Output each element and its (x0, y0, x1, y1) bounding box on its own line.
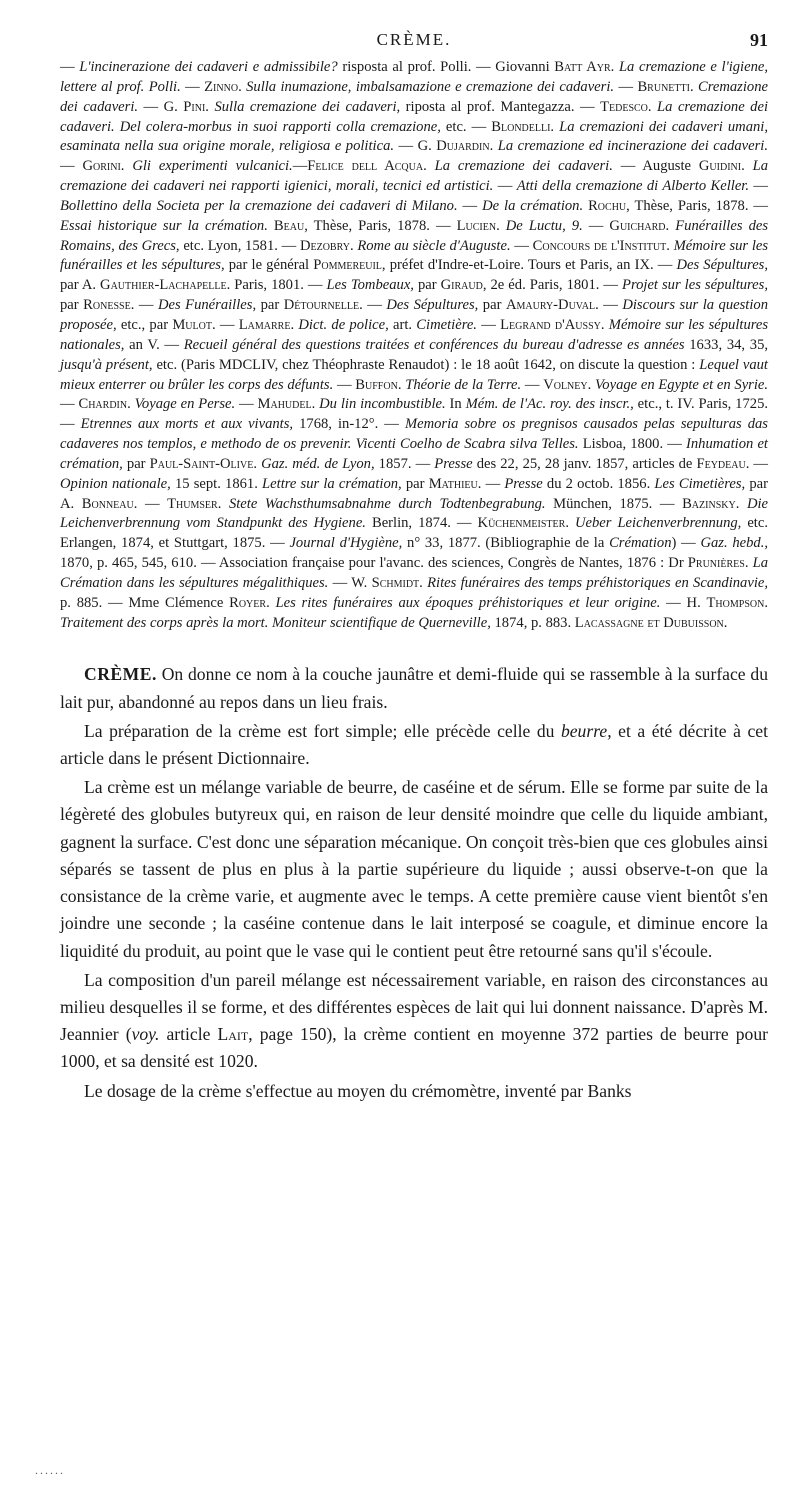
biblio-author-name: Schmidt (371, 574, 420, 591)
biblio-text-run: etc. Erlangen, 1874, et Stuttgart, 1875. — (60, 515, 768, 552)
biblio-text-run: . (647, 98, 658, 115)
biblio-text-run: — (510, 237, 533, 254)
biblio-author-name: Gauthier-Lachapelle (100, 277, 227, 294)
biblio-italic-run: Les Cimetières, (654, 475, 746, 492)
biblio-text-run: . (120, 158, 133, 175)
biblio-text-run: 1874, p. 883. (490, 614, 575, 631)
biblio-text-run: etc. — (440, 118, 492, 135)
biblio-text-run: Berlin, 1874. — (365, 515, 478, 532)
biblio-author-name: Küchenmeister (477, 515, 566, 532)
article-creme (60, 661, 768, 1104)
biblio-text-run: ) — (671, 535, 701, 552)
biblio-italic-run: Voyage en Egypte et en Syrie. (595, 376, 769, 393)
biblio-text-run: — (614, 78, 638, 95)
article-paragraph (60, 661, 768, 715)
biblio-author-name: Ronesse (83, 297, 131, 314)
biblio-text-run: . (610, 59, 619, 75)
biblio-italic-run: Voyage en Perse. (134, 396, 236, 413)
biblio-text-run: . (723, 614, 728, 631)
biblio-text-run: . (550, 118, 560, 135)
biblio-italic-run: Die Leichenverbrennung vom Standpunkt des Hygiene. (60, 495, 769, 532)
biblio-author-name: Guidini (698, 158, 742, 175)
biblio-text-run: etc. (Paris MDCLIV, chez Théophraste Renaudot) : le 18 août 1642, on discute la question : (152, 356, 700, 373)
biblio-text-run: — (582, 217, 610, 234)
biblio-text-run: In (445, 396, 466, 413)
article-paragraph (60, 774, 768, 964)
article-paragraph (60, 1078, 768, 1105)
biblio-text-run: — (60, 59, 80, 75)
biblio-text-run: . (764, 594, 768, 611)
biblio-italic-run: Gaz. méd. de Lyon, (261, 455, 375, 472)
biblio-author-name: Lucien (456, 217, 497, 234)
biblio-text-run: des 22, 25, 28 janv. 1857, articles de (472, 455, 697, 472)
biblio-italic-run: Du lin incombustible. (319, 396, 446, 413)
biblio-author-name: Bazinsky (682, 495, 736, 512)
biblio-author-name: Concours de l'Institut (532, 237, 667, 254)
biblio-text-run: — (292, 158, 308, 175)
biblio-text-run: . (217, 495, 229, 512)
biblio-author-name: Pini (183, 98, 206, 115)
biblio-author-name: Dezobry (299, 237, 350, 254)
biblio-italic-run: Gli experimenti vulcanici. (132, 158, 293, 175)
article-text-run: La crème est un mélange variable de beurre, de caséine et de sérum. Elle se forme par suite de la légèreté des globules butyreux qui, en raison de leur densité moindre que celle du liquide ambiant, gagnent la surface. C'est donc une séparation mécanique. On conçoit très-bien que ces globules ainsi séparés se tassent de plus en plus à la partie supérieure du liquide ; aussi observe-t-on que la consistance de la crème varie, et augmente avec le temps. A cette première cause vient bientôt s'en joindre une seconde ; la caséine contenue dans le lait interposé se coagule, et diminue encore la liquidité du produit, au point que le vase qui le contient peut être retourné sans qu'il s'écoule. (60, 777, 768, 961)
biblio-text-run: — (457, 197, 483, 214)
biblio-text-run: p. 885. — Mme Clémence (60, 594, 230, 611)
biblio-text-run: . — (745, 455, 769, 472)
biblio-italic-run: jusqu'à présent, (60, 356, 153, 373)
biblio-text-run: — H. (660, 594, 707, 611)
biblio-author-name: Prunières (687, 555, 745, 572)
biblio-text-run: . (666, 237, 674, 254)
biblio-text-run: , Thèse, Paris, 1878. — (626, 197, 768, 214)
biblio-italic-run: Presse (434, 455, 473, 472)
bibliography-paragraph (60, 58, 768, 633)
biblio-author-name: Mahudel (257, 396, 312, 413)
biblio-italic-run: Rites funéraires des temps préhistoriques en Scandinavie, (427, 574, 769, 591)
biblio-text-run: par (256, 297, 284, 314)
biblio-italic-run: Traitement des corps après la mort. Moniteur scientifique de Querneville, (60, 614, 491, 631)
biblio-text-run: . (311, 396, 320, 413)
biblio-italic-run: Sulla cremazione dei cadaveri, (214, 98, 401, 115)
biblio-text-run: par (413, 277, 441, 294)
biblio-italic-run: Gaz. hebd., (700, 535, 769, 552)
article-text-run: La préparation de la crème est fort simple; elle précède celle du (84, 720, 561, 741)
biblio-text-run: . (349, 237, 358, 254)
biblio-author-name: Guichard (609, 217, 666, 234)
biblio-text-run: 1870, p. 465, 545, 610. — Association française pour l'avanc. des sciences, Congrès de Nantes, 1876 : Dr (60, 555, 688, 572)
biblio-text-run: . — (595, 297, 623, 314)
biblio-text-run: . (489, 138, 498, 155)
biblio-text-run: par A. (60, 475, 768, 512)
biblio-text-run: . (127, 396, 135, 413)
biblio-author-name: Lacassagne et Dubuisson (574, 614, 724, 631)
biblio-text-run: , préfet d'Indre-et-Loire. Tours et Paris, an IX. — (381, 257, 677, 274)
biblio-text-run: . Paris, 1801. — (226, 277, 327, 294)
biblio-text-run: . (238, 78, 247, 95)
biblio-text-run: par (122, 455, 150, 472)
biblio-italic-run: La cremazione dei cadaveri. (434, 158, 613, 175)
biblio-text-run: — (60, 396, 79, 413)
biblio-author-name: Dujardin (436, 138, 490, 155)
biblio-italic-run: Opinion nationale, (60, 475, 171, 492)
biblio-text-run: — (235, 396, 258, 413)
biblio-italic-run: Essai historique sur la crémation. (60, 217, 268, 234)
biblio-text-run: . — (359, 297, 387, 314)
biblio-italic-run: La cremazione e l'igiene, lettere al prof. Polli. (60, 59, 768, 95)
article-text-run: On donne ce nom à la couche jaunâtre et demi-fluide qui se rassemble à la surface du lait pur, abandonné au repos dans un lieu frais. (60, 664, 768, 712)
biblio-text-run: . — (477, 475, 505, 492)
footer-marks: ...... (35, 1463, 65, 1477)
biblio-text-run: . (744, 555, 753, 572)
biblio-text-run: — W. (328, 574, 372, 591)
biblio-text-run: 15 sept. 1861. (170, 475, 263, 492)
biblio-italic-run: Mémoire sur les funérailles et les sépultures, (60, 237, 769, 274)
biblio-italic-run: Dict. de police, (298, 316, 389, 333)
biblio-text-run: . (205, 98, 215, 115)
biblio-text-run: . (423, 158, 435, 175)
biblio-text-run: etc. Lyon, 1581. — (179, 237, 300, 254)
biblio-italic-run: Théorie de la Terre. (405, 376, 522, 393)
biblio-author-name: Royer (229, 594, 267, 611)
biblio-italic-run: La cremazione dei cadaveri nei rapporti igienici, morali, tecnici ed artistici. (60, 158, 769, 195)
biblio-italic-run: La cremazione ed incinerazione dei cadaveri. (497, 138, 769, 155)
biblio-italic-run: Journal d'Hygiène, (289, 535, 403, 552)
biblio-author-name: Brunetti (637, 78, 690, 95)
biblio-text-run: an V. — (124, 336, 184, 353)
biblio-text-run: du 2 octob. 1856. (542, 475, 655, 492)
biblio-italic-run: Recueil général des questions traitées et conférences du bureau d'adresse es années (183, 336, 685, 353)
biblio-text-run: — Auguste (612, 158, 699, 175)
biblio-italic-run: Presse (504, 475, 543, 492)
article-text-run: article (159, 1024, 218, 1045)
biblio-author-name: Buffon (355, 376, 398, 393)
article-text-run: Le dosage de la crème s'effectue au moyen du crémomètre, inventé par Banks (84, 1080, 632, 1101)
biblio-italic-run: Cimetière. (416, 316, 477, 333)
biblio-text-run: . (253, 455, 262, 472)
biblio-text-run: risposta al prof. Polli. — Giovanni (337, 59, 555, 75)
biblio-text-run: par (478, 297, 506, 314)
biblio-text-run: par le général (224, 257, 314, 274)
biblio-text-run: etc., par (116, 316, 173, 333)
biblio-author-name: Felice dell Acqua (307, 158, 424, 175)
article-text-run: et a été décrite à cet article dans le présent Dictionnaire. (60, 720, 768, 769)
biblio-italic-run: Stete Wachsthumsabnahme durch Todtenbegrabung. (228, 495, 546, 512)
biblio-author-name: Paul-Saint-Olive (149, 455, 254, 472)
article-italic-run: voy. (131, 1024, 160, 1045)
biblio-text-run: — G. (138, 98, 184, 115)
biblio-text-run: — (749, 178, 768, 195)
biblio-author-name: Volney (543, 376, 588, 393)
biblio-text-run: , Thèse, Paris, 1878. — (304, 217, 457, 234)
biblio-italic-run: La cremazioni dei cadaveri umani, esaminata nella sua origine morale, religiosa e politica. (60, 118, 768, 155)
biblio-italic-run: L'incinerazione dei cadaveri e admissibile? (79, 59, 338, 75)
biblio-italic-run: Mémoire sur les sépultures nationales, (60, 316, 769, 353)
article-text-run: La composition d'un pareil mélange est nécessairement variable, en raison des circonstances au milieu desquelles il se forme, et des différentes espèces de lait qui lui donnent naissance. D'après M. Jeannier ( (60, 969, 768, 1045)
biblio-text-run: — G. (394, 138, 437, 155)
biblio-text-run: . (290, 316, 299, 333)
biblio-text-run: — (60, 158, 83, 175)
biblio-text-run: — (333, 376, 356, 393)
biblio-italic-run: Crémation (609, 535, 672, 552)
biblio-author-name: Détournelle (283, 297, 360, 314)
biblio-italic-run: Projet sur les sépultures, (622, 277, 768, 294)
biblio-text-run: etc., t. IV. Paris, 1725. — (60, 396, 769, 433)
biblio-text-run: . (689, 78, 698, 95)
biblio-italic-run: Des Sépultures, (676, 257, 769, 274)
biblio-author-name: Amaury-Duval (505, 297, 596, 314)
article-headword: CRÈME. (84, 664, 157, 685)
biblio-italic-run: Cremazione dei cadaveri. (60, 78, 768, 115)
biblio-text-run: . (419, 574, 428, 591)
biblio-italic-run: Inhumation et crémation, (60, 436, 768, 472)
biblio-text-run: . — (211, 316, 239, 333)
biblio-author-name: Zinno (204, 78, 239, 95)
biblio-italic-run: Les rites funéraires aux époques préhistoriques et leur origine. (275, 594, 661, 611)
biblio-author-name: Blondelli (491, 118, 551, 135)
biblio-text-run: — (180, 78, 205, 95)
biblio-text-run: par A. (60, 277, 101, 294)
biblio-italic-run: Lettre sur la crémation, (262, 475, 402, 492)
biblio-text-run: 1633, 34, 35, (684, 336, 769, 353)
biblio-text-run: , 2e éd. Paris, 1801. — (482, 277, 623, 294)
biblio-author-name: Mulot (172, 316, 212, 333)
biblio-author-name: Thumser (167, 495, 218, 512)
biblio-italic-run: Ueber Leichenverbrennung, (574, 515, 742, 532)
biblio-italic-run: Discours sur la question proposée, (60, 297, 769, 333)
article-paragraph (60, 718, 768, 772)
biblio-author-name: Rochu (588, 197, 627, 214)
biblio-text-run: Lisboa, 1800. — (578, 436, 686, 453)
running-title: CRÈME. (376, 30, 452, 49)
page-number: 91 (750, 30, 768, 50)
biblio-italic-run: La cremazione dei cadaveri. Del colera-morbus in suoi rapporti colla cremazione, (60, 98, 769, 135)
biblio-text-run: — (521, 376, 544, 393)
biblio-author-name: Tedesco (600, 98, 648, 115)
biblio-author-name: Chardin (78, 396, 128, 413)
biblio-author-name: Giraud (440, 277, 483, 294)
biblio-text-run: München, 1875. — (545, 495, 683, 512)
biblio-author-name: Pommereuil (313, 257, 382, 274)
biblio-text-run: art. (388, 316, 417, 333)
biblio-author-name: Batt Ayr (554, 59, 611, 75)
biblio-italic-run: Sulla inumazione, imbalsamazione e cremazione dei cadaveri. (246, 78, 615, 95)
biblio-text-run: — (476, 316, 501, 333)
biblio-text-run: . (397, 376, 406, 393)
biblio-text-run: — (493, 178, 517, 195)
biblio-author-name: Mathieu (428, 475, 478, 492)
biblio-text-run: . — (130, 297, 158, 314)
biblio-text-run: . (741, 158, 753, 175)
biblio-text-run: . (665, 217, 676, 234)
biblio-text-run: . (600, 316, 609, 333)
biblio-text-run: 1768, in-12°. — (293, 416, 405, 433)
article-paragraph (60, 967, 768, 1076)
biblio-italic-run: Funérailles des Romains, des Grecs, (60, 217, 769, 254)
biblio-italic-run: Etrennes aux morts et aux vivants, (80, 416, 294, 433)
biblio-italic-run: Memoria sobre os pregnisos causados pelas sepulturas das cadaveres nos templos, e methodo de os prevenir. Vicenti Coelho de Scabra silva Telles. (60, 416, 768, 453)
biblio-italic-run: Mém. de l'Ac. roy. des inscr., (465, 396, 634, 413)
biblio-italic-run: Bollettino della Societa per la cremazione dei cadaveri di Milano. (60, 197, 458, 214)
biblio-italic-run: Rome au siècle d'Auguste. (357, 237, 511, 254)
biblio-text-run: . (496, 217, 506, 234)
biblio-author-name: Gorini (82, 158, 121, 175)
article-text-run: , page 150), la crème contient en moyenne 372 parties de beurre pour 1000, et sa densité est 1020. (60, 1024, 768, 1072)
biblio-text-run: n° 33, 1877. (Bibliographie de la (402, 535, 610, 552)
biblio-italic-run: La Crémation dans les sépultures mégalithiques. (60, 555, 768, 591)
page (60, 30, 768, 1105)
biblio-text-run: par (401, 475, 429, 492)
biblio-author-name: Feydeau (696, 455, 746, 472)
biblio-text-run: . — (133, 495, 168, 512)
biblio-italic-run: De Luctu, 9. (505, 217, 583, 234)
biblio-text-run: par (60, 297, 84, 314)
biblio-text-run: . (735, 495, 747, 512)
biblio-author-name: Thompson (706, 594, 765, 611)
article-italic-run: beurre, (560, 720, 612, 741)
biblio-italic-run: Des Sépultures, (386, 297, 479, 314)
biblio-italic-run: Lequel vaut mieux enterrer ou brûler les corps des défunts. (60, 356, 768, 393)
biblio-italic-run: Les Tombeaux, (326, 277, 414, 294)
article-author-name: Lait (217, 1024, 249, 1045)
biblio-text-run: 1857. — (374, 455, 435, 472)
biblio-author-name: Beau (273, 217, 305, 234)
biblio-author-name: Bonneau (81, 495, 134, 512)
biblio-author-name: Lamarre (238, 316, 291, 333)
biblio-text-run: . (266, 594, 276, 611)
biblio-author-name: Legrand d'Aussy (500, 316, 601, 333)
biblio-italic-run: Des Funérailles, (157, 297, 257, 314)
biblio-text-run: . (565, 515, 575, 532)
biblio-text-run: . (587, 376, 595, 393)
running-head (60, 30, 768, 58)
biblio-text-run: riposta al prof. Mantegazza. — (400, 98, 601, 115)
biblio-italic-run: De la crémation. (482, 197, 584, 214)
biblio-italic-run: Atti della cremazione di Alberto Keller. (516, 178, 750, 195)
